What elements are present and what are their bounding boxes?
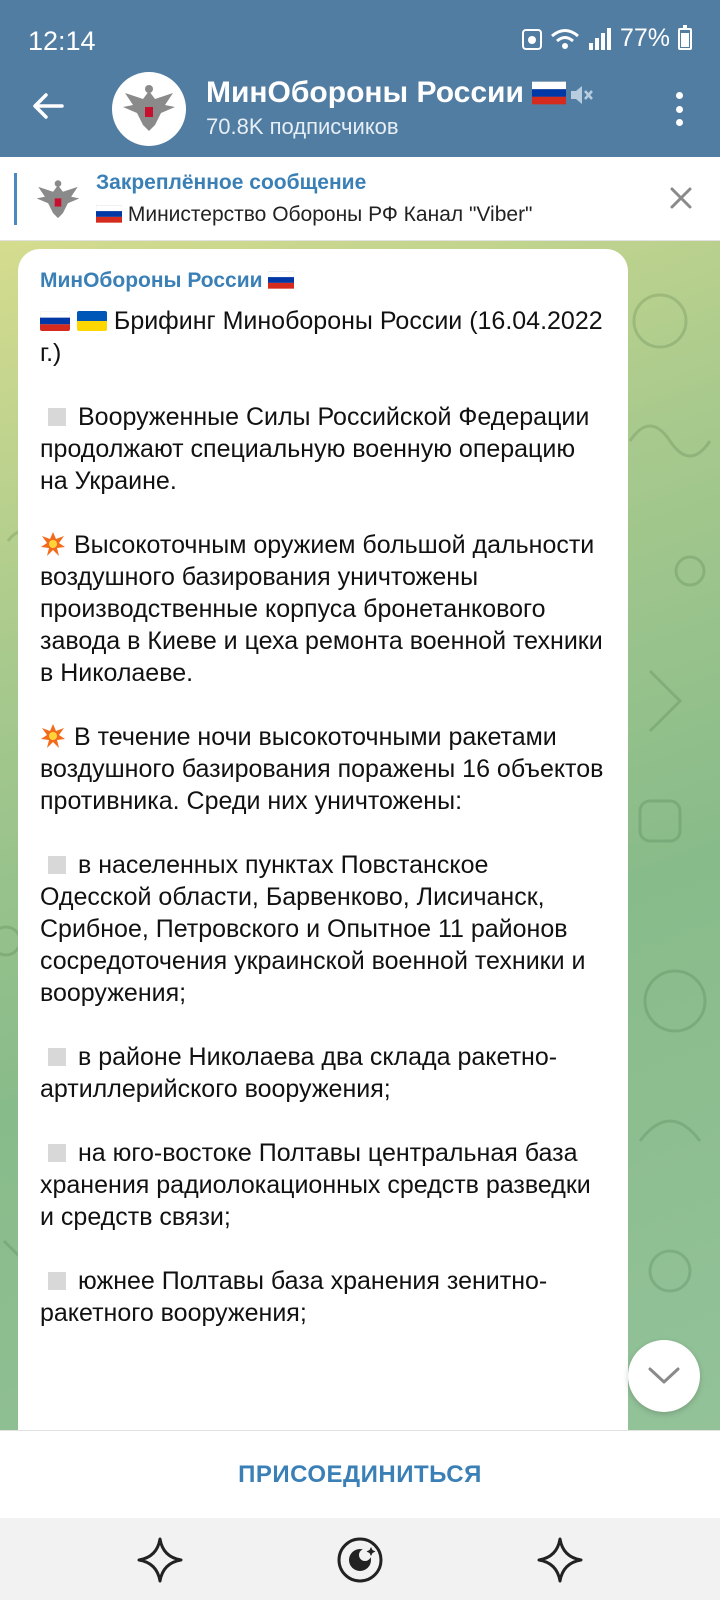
message-title: Брифинг Минобороны России (16.04.2022 г.) — [40, 307, 603, 367]
pinned-text-row — [96, 203, 533, 227]
chat-area[interactable] — [0, 241, 720, 1430]
eagle-emblem-icon — [31, 177, 85, 223]
subscriber-count: 70.8K подписчиков — [206, 114, 399, 139]
message-paragraph — [40, 401, 606, 497]
pinned-thumbnail — [30, 177, 86, 223]
paragraph-text: В течение ночи высокоточными ракетами воздушного базирования поражены 16 объектов противника. Среди них уничтожены: — [40, 723, 604, 815]
pinned-message-bar[interactable] — [0, 157, 720, 241]
pinned-label: Закреплённое сообщение — [96, 171, 367, 194]
paragraph-text: Вооруженные Силы Российской Федерации продолжают специальную военную операцию на Украине. — [40, 403, 590, 495]
mute-icon — [568, 82, 594, 108]
join-label: ПРИСОЕДИНИТЬСЯ — [238, 1460, 482, 1488]
chevron-down-icon — [647, 1366, 681, 1386]
status-icons — [522, 24, 692, 53]
square-bullet-icon — [48, 1048, 66, 1066]
channel-avatar[interactable] — [112, 72, 186, 146]
russia-flag-icon — [268, 271, 294, 289]
message-author-row — [40, 269, 606, 293]
message-title-line — [40, 305, 606, 369]
square-bullet-icon — [48, 408, 66, 426]
signal-icon — [588, 27, 612, 51]
paragraph-text: в населенных пунктах Повстанское Одесской области, Барвенково, Лисичанск, Срибное, Петровского и Опытное 11 районов сосредоточения украинской военной техники и вооружения; — [40, 851, 586, 1007]
paragraph-text: южнее Полтавы база хранения зенитно-ракетного вооружения; — [40, 1267, 548, 1327]
message-paragraph — [40, 529, 606, 689]
paragraph-text: Высокоточным оружием большой дальности воздушного базирования уничтожены производственные корпуса бронетанкового завода в Киеве и цеха ремонта военной техники в Николаеве. — [40, 531, 603, 687]
square-bullet-icon — [48, 856, 66, 874]
channel-title[interactable] — [206, 76, 566, 110]
wifi-icon — [550, 27, 580, 51]
message-paragraph — [40, 849, 606, 1009]
explosion-emoji-icon — [40, 723, 66, 749]
explosion-emoji-icon — [40, 531, 66, 557]
back-arrow-icon[interactable] — [28, 86, 68, 126]
channel-name: МинОбороны России — [206, 76, 524, 109]
message-author: МинОбороны России — [40, 269, 263, 292]
ukraine-flag-icon — [77, 311, 107, 331]
message-paragraph — [40, 721, 606, 817]
pinned-indicator — [14, 173, 17, 225]
paragraph-text: в районе Николаева два склада ракетно-артиллерийского вооружения; — [40, 1043, 558, 1103]
more-vert-icon[interactable] — [676, 92, 684, 126]
system-nav-bar — [0, 1518, 720, 1600]
battery-percent: 77% — [619, 24, 670, 52]
russia-flag-icon — [96, 205, 122, 223]
status-bar — [0, 0, 720, 80]
sparkle-icon[interactable] — [136, 1536, 184, 1584]
eagle-emblem-icon — [119, 81, 179, 137]
battery-icon — [678, 28, 692, 50]
status-time: 12:14 — [28, 26, 96, 56]
app-header — [0, 0, 720, 157]
message-bubble[interactable] — [18, 249, 628, 1430]
message-paragraph — [40, 1137, 606, 1233]
scroll-down-button[interactable] — [628, 1340, 700, 1412]
sparkle-icon[interactable] — [536, 1536, 584, 1584]
paragraph-text: на юго-востоке Полтавы центральная база хранения радиолокационных средств разведки и средств связи; — [40, 1139, 591, 1231]
photo-notification-icon — [522, 27, 542, 51]
russia-flag-icon — [532, 81, 566, 105]
assistant-icon[interactable] — [336, 1536, 384, 1584]
join-button[interactable] — [0, 1430, 720, 1518]
square-bullet-icon — [48, 1144, 66, 1162]
pinned-text: Министерство Обороны РФ Канал "Viber" — [127, 203, 533, 226]
russia-flag-icon — [40, 311, 70, 331]
close-icon[interactable] — [666, 183, 696, 213]
square-bullet-icon — [48, 1272, 66, 1290]
message-paragraph — [40, 1041, 606, 1105]
message-body — [40, 305, 606, 1329]
message-paragraph — [40, 1265, 606, 1329]
